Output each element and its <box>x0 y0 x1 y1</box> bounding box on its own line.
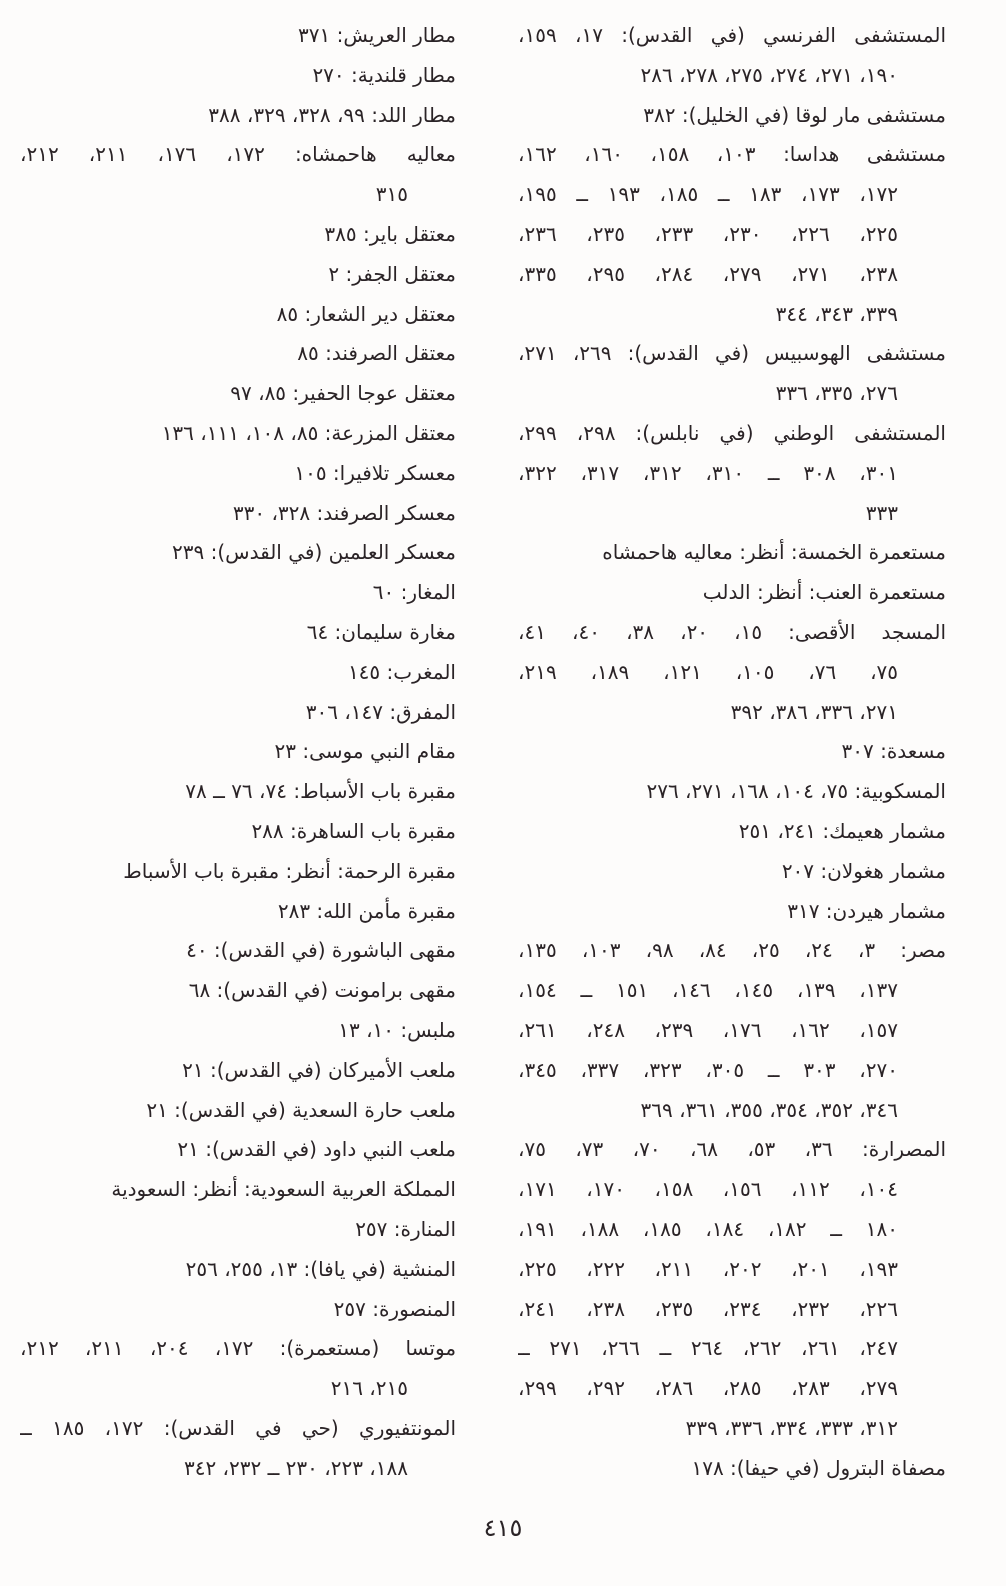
index-entry: معتقل الصرفند: ٨٥ <box>297 341 456 366</box>
index-entry: مستشفى هداسا: ١٠٣، ١٥٨، ١٦٠، ١٦٢، <box>518 142 946 167</box>
index-entry: مقبرة باب الأسباط: ٧٤، ٧٦ ــ ٧٨ <box>185 779 456 804</box>
index-column-right <box>518 16 946 1488</box>
index-entry: مستعمرة العنب: أنظر: الدلب <box>702 580 946 605</box>
index-entry-continuation: ٣٣٣ <box>865 500 898 525</box>
index-entry-continuation: ١٠٤، ١١٢، ١٥٦، ١٥٨، ١٧٠، ١٧١، <box>518 1177 899 1202</box>
index-entry: مصفاة البترول (في حيفا): ١٧٨ <box>691 1455 946 1480</box>
index-entry-continuation: ١٨٠ ــ ١٨٢، ١٨٤، ١٨٥، ١٨٨، ١٩١، <box>518 1216 898 1241</box>
index-entry: مستشفى الهوسبيس (في القدس): ٢٦٩، ٢٧١، <box>518 341 946 366</box>
index-entry: المسجد الأقصى: ١٥، ٢٠، ٣٨، ٤٠، ٤١، <box>518 619 946 644</box>
index-entry: مشمار هيردن: ٣١٧ <box>787 898 946 923</box>
index-entry-continuation: ١٩٠، ٢٧١، ٢٧٤، ٢٧٥، ٢٧٨، ٢٨٦ <box>640 62 898 87</box>
index-entry: مشمار هعيمك: ٢٤١، ٢٥١ <box>738 818 946 843</box>
index-entry-continuation: ١٥٧، ١٦٢، ١٧٦، ٢٣٩، ٢٤٨، ٢٦١، <box>518 1017 899 1042</box>
index-entry: ملعب حارة السعدية (في القدس): ٢١ <box>146 1097 456 1122</box>
index-entry: المونتفيوري (حي في القدس): ١٧٢، ١٨٥ ــ <box>20 1415 456 1440</box>
index-entry-continuation: ٣١٢، ٣٣٣، ٣٣٤، ٣٣٦، ٣٣٩ <box>685 1415 898 1440</box>
index-entry: مطار قلندية: ٢٧٠ <box>312 62 456 87</box>
index-entry-continuation: ١٨٨، ٢٢٣، ٢٣٠ ــ ٢٣٢، ٣٤٢ <box>183 1455 408 1480</box>
index-entry: المغار: ٦٠ <box>372 580 456 605</box>
index-entry-continuation: ٣٤٦، ٣٥٢، ٣٥٤، ٣٥٥، ٣٦١، ٣٦٩ <box>640 1097 898 1122</box>
index-entry-continuation: ١٩٣، ٢٠١، ٢٠٢، ٢١١، ٢٢٢، ٢٢٥، <box>518 1256 899 1281</box>
index-entry: ملعب النبي داود (في القدس): ٢١ <box>177 1137 456 1162</box>
index-entry: مقبرة باب الساهرة: ٢٨٨ <box>251 818 456 843</box>
index-entry-continuation: ١٧٢، ١٧٣، ١٨٣ ــ ١٨٥، ١٩٣ ــ ١٩٥، <box>518 182 899 207</box>
index-entry-continuation: ٢٣٨، ٢٧١، ٢٧٩، ٢٨٤، ٢٩٥، ٣٣٥، <box>518 261 899 286</box>
index-entry-continuation: ٣٠١، ٣٠٨ ــ ٣١٠، ٣١٢، ٣١٧، ٣٢٢، <box>518 460 898 485</box>
index-entry-continuation: ٣١٥ <box>375 182 408 207</box>
index-entry: معتقل عوجا الحفير: ٨٥، ٩٧ <box>230 381 456 406</box>
index-column-left <box>20 16 456 1488</box>
index-entry: مقبرة الرحمة: أنظر: مقبرة باب الأسباط <box>123 858 456 883</box>
index-entry: معسكر العلمين (في القدس): ٢٣٩ <box>172 540 456 565</box>
index-entry: معسكر الصرفند: ٣٢٨، ٣٣٠ <box>232 500 456 525</box>
index-entry: ملعب الأميركان (في القدس): ٢١ <box>182 1057 456 1082</box>
index-entry-continuation: ٢٧١، ٣٣٦، ٣٨٦، ٣٩٢ <box>730 699 898 724</box>
index-entry: مطار اللد: ٩٩، ٣٢٨، ٣٢٩، ٣٨٨ <box>208 102 456 127</box>
index-entry: مسعدة: ٣٠٧ <box>841 739 946 764</box>
index-entry-continuation: ٢٧٦، ٣٣٥، ٣٣٦ <box>775 381 898 406</box>
index-entry: معسكر تلافيرا: ١٠٥ <box>294 460 456 485</box>
index-entry: المغرب: ١٤٥ <box>347 659 456 684</box>
index-entry-continuation: ٢٧٩، ٢٨٣، ٢٨٥، ٢٨٦، ٢٩٢، ٢٩٩، <box>518 1376 899 1401</box>
index-entry: المنصورة: ٢٥٧ <box>333 1296 456 1321</box>
index-entry-continuation: ٧٥، ٧٦، ١٠٥، ١٢١، ١٨٩، ٢١٩، <box>518 659 899 684</box>
index-entry-continuation: ٣٣٩، ٣٤٣، ٣٤٤ <box>775 301 898 326</box>
index-entry: مقهى برامونت (في القدس): ٦٨ <box>188 978 456 1003</box>
index-entry: مستشفى مار لوقا (في الخليل): ٣٨٢ <box>643 102 946 127</box>
index-entry: معاليه هاحمشاه: ١٧٢، ١٧٦، ٢١١، ٢١٢، <box>20 142 456 167</box>
index-entry: موتسا (مستعمرة): ١٧٢، ٢٠٤، ٢١١، ٢١٢، <box>20 1336 456 1361</box>
index-entry: معتقل الجفر: ٢ <box>328 261 456 286</box>
index-entry: المسكوبية: ٧٥، ١٠٤، ١٦٨، ٢٧١، ٢٧٦ <box>646 779 946 804</box>
index-entry: مستعمرة الخمسة: أنظر: معاليه هاحمشاه <box>602 540 946 565</box>
index-entry: ملبس: ١٠، ١٣ <box>338 1017 456 1042</box>
index-entry-continuation: ٢١٥، ٢١٦ <box>330 1376 408 1401</box>
index-entry: المنارة: ٢٥٧ <box>355 1216 456 1241</box>
index-entry: مشمار هغولان: ٢٠٧ <box>781 858 946 883</box>
index-entry: معتقل باير: ٣٨٥ <box>324 221 456 246</box>
index-entry-continuation: ٢٢٥، ٢٢٦، ٢٣٠، ٢٣٣، ٢٣٥، ٢٣٦، <box>518 221 899 246</box>
index-entry: مصر: ٣، ٢٤، ٢٥، ٨٤، ٩٨، ١٠٣، ١٣٥، <box>518 938 946 963</box>
index-entry: المصرارة: ٣٦، ٥٣، ٦٨، ٧٠، ٧٣، ٧٥، <box>518 1137 946 1162</box>
index-entry: المستشفى الفرنسي (في القدس): ١٧، ١٥٩، <box>518 23 946 47</box>
index-entry: مقهى الباشورة (في القدس): ٤٠ <box>186 938 456 963</box>
index-entry: مغارة سليمان: ٦٤ <box>306 619 456 644</box>
index-entry: مطار العريش: ٣٧١ <box>298 23 456 47</box>
index-entry: المنشية (في يافا): ١٣، ٢٥٥، ٢٥٦ <box>185 1256 456 1281</box>
index-entry: مقبرة مأمن الله: ٢٨٣ <box>277 898 456 923</box>
index-entry: المملكة العربية السعودية: أنظر: السعودية <box>111 1177 456 1202</box>
index-entry-continuation: ١٣٧، ١٣٩، ١٤٥، ١٤٦، ١٥١ ــ ١٥٤، <box>518 978 898 1003</box>
index-entry: معتقل دير الشعار: ٨٥ <box>276 301 456 326</box>
index-entry: المفرق: ١٤٧، ٣٠٦ <box>305 699 456 724</box>
index-entry-continuation: ٢٤٧، ٢٦١، ٢٦٢، ٢٦٤ ــ ٢٦٦، ٢٧١ ــ <box>518 1336 899 1361</box>
page-number: ٤١٥ <box>483 1514 523 1542</box>
index-entry-continuation: ٢٢٦، ٢٣٢، ٢٣٤، ٢٣٥، ٢٣٨، ٢٤١، <box>518 1296 899 1321</box>
index-entry: مقام النبي موسى: ٢٣ <box>274 739 456 764</box>
index-entry: المستشفى الوطني (في نابلس): ٢٩٨، ٢٩٩، <box>518 420 946 445</box>
index-entry-continuation: ٢٧٠، ٣٠٣ ــ ٣٠٥، ٣٢٣، ٣٣٧، ٣٤٥، <box>518 1057 898 1082</box>
index-entry: معتقل المزرعة: ٨٥، ١٠٨، ١١١، ١٣٦ <box>161 420 456 445</box>
